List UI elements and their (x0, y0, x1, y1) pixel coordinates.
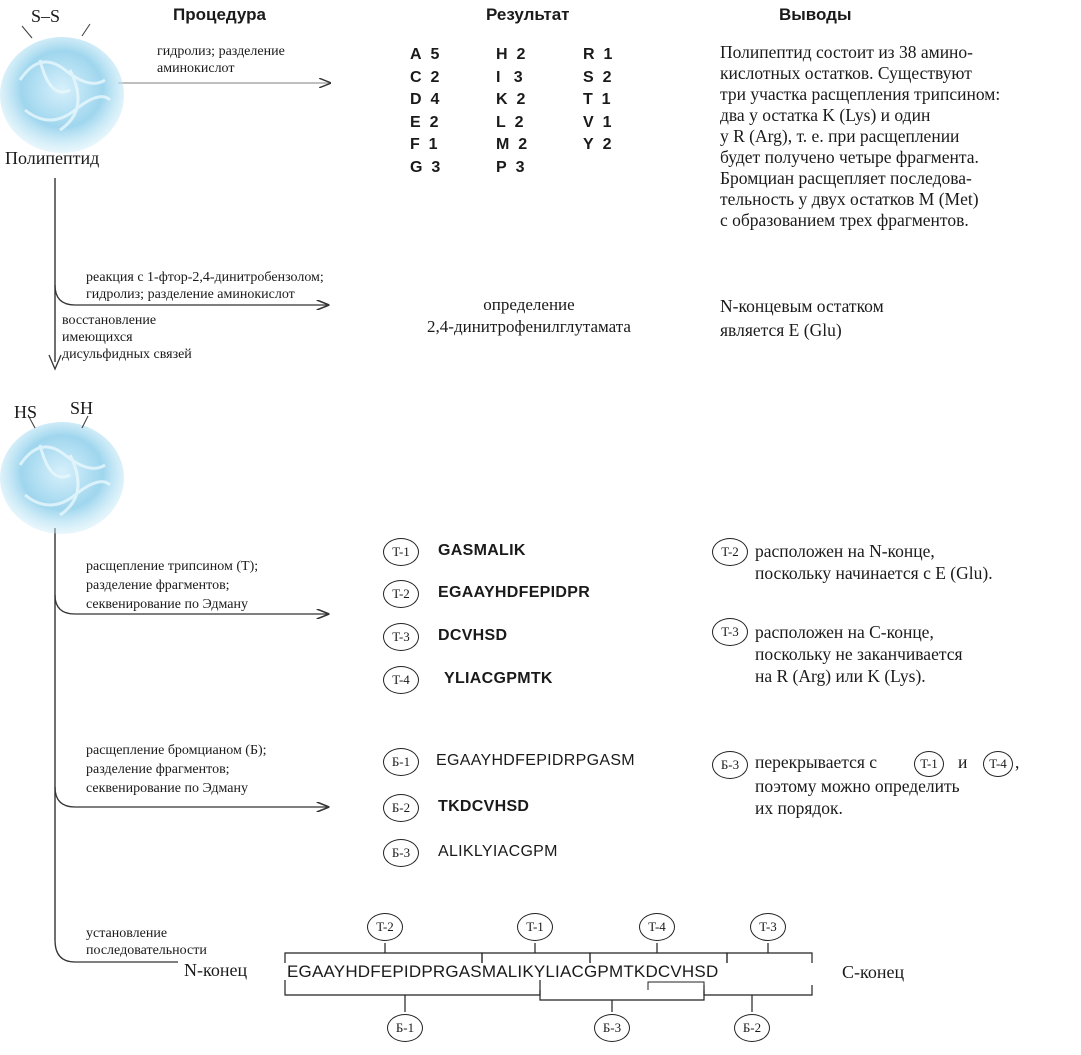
reduction-procedure: восстановление имеющихся дисульфидных связей (62, 313, 192, 362)
badge-t1: T-1 (383, 538, 419, 566)
fragment-b3-seq: ALIKLYIACGPM (438, 843, 558, 860)
step1-procedure: гидролиз; разделение аминокислот (157, 44, 285, 76)
badge-seq-t1: T-1 (517, 913, 553, 941)
conclusion-b3-rest: поэтому можно определить их порядок. (755, 776, 960, 818)
fragment-t4-seq: YLIACGPMTK (444, 670, 553, 687)
badge-seq-b3: Б-3 (594, 1014, 630, 1042)
badge-t2: T-2 (383, 580, 419, 608)
header-result: Результат (486, 5, 570, 24)
badge-t3: T-3 (383, 623, 419, 651)
fragment-t2-seq: EGAAYHDFEPIDPR (438, 584, 591, 601)
conclusion-and: и (958, 752, 968, 772)
n-terminus-label: N-конец (184, 960, 248, 980)
badge-b2: Б-2 (383, 794, 419, 822)
badge-seq-b2: Б-2 (734, 1014, 770, 1042)
badge-b3: Б-3 (383, 839, 419, 867)
c-terminus-label: C-конец (842, 962, 905, 982)
step2-result: определение 2,4-динитрофенилглутамата (427, 295, 631, 336)
conclusion-t3: расположен на C-конце, поскольку не заканчивается на R (Arg) или K (Lys). (755, 622, 963, 686)
conclusion-b3-line1: перекрывается с (755, 752, 878, 772)
thiol-right-label: SH (70, 398, 94, 418)
composition-col3: R 1 S 2 T 1 V 1 Y 2 (583, 46, 613, 153)
badge-b1: Б-1 (383, 748, 419, 776)
badge-seq-t3: T-3 (750, 913, 786, 941)
reduced-protein-icon (0, 415, 124, 534)
step2-procedure: реакция с 1-фтор-2,4-динитробензолом; гидролиз; разделение аминокислот (86, 270, 324, 302)
composition-col2: H 2 I 3 K 2 L 2 M 2 P 3 (496, 46, 528, 176)
step3-procedure: расщепление трипсином (T); разделение фрагментов; секвенирование по Эдману (86, 559, 259, 612)
composition-col1: A 5 C 2 D 4 E 2 F 1 G 3 (410, 46, 441, 176)
fragment-t1-seq: GASMALIK (438, 542, 526, 559)
header-conclusions: Выводы (779, 5, 852, 24)
fragment-b1-seq: EGAAYHDFEPIDRPGASM (436, 752, 635, 769)
full-sequence: EGAAYHDFEPIDPRGASMALIKYLIACGPMTKDCVHSD (287, 962, 719, 981)
header-procedure: Процедура (173, 5, 266, 24)
fragment-t3-seq: DCVHSD (438, 627, 508, 644)
step5-procedure: установление последовательности (86, 926, 207, 958)
badge-inline-t1: T-1 (914, 751, 944, 777)
badge-seq-b1: Б-1 (387, 1014, 423, 1042)
badge-concl-t2: T-2 (712, 538, 748, 566)
badge-concl-b3: Б-3 (712, 751, 748, 779)
badge-concl-t3: T-3 (712, 618, 748, 646)
badge-seq-t2: T-2 (367, 913, 403, 941)
fragment-b2-seq: TKDCVHSD (438, 798, 530, 815)
polypeptide-label: Полипептид (5, 148, 100, 168)
badge-inline-t4: T-4 (983, 751, 1013, 777)
folded-protein-icon (0, 24, 124, 153)
step1-conclusion: Полипептид состоит из 38 амино- кислотных остатков. Существуют три участка расщепления трипсином: два у остатка K (Lys) и один у R (Arg), т. е. при расщеплении будет получено четыре фрагмента. Бромциан расщепляет последова- тельность у двух остатков M (Met) с образованием трех фрагментов. (720, 42, 1001, 230)
conclusion-comma: , (1015, 752, 1020, 772)
badge-seq-t4: T-4 (639, 913, 675, 941)
thiol-left-label: HS (14, 402, 38, 422)
step4-procedure: расщепление бромцианом (Б); разделение фрагментов; секвенирование по Эдману (86, 743, 267, 796)
conclusion-t2: расположен на N-конце, поскольку начинается с E (Glu). (755, 541, 993, 583)
step2-conclusion: N-концевым остатком является E (Glu) (720, 296, 884, 340)
badge-t4: T-4 (383, 666, 419, 694)
disulfide-label: S–S (31, 6, 61, 26)
